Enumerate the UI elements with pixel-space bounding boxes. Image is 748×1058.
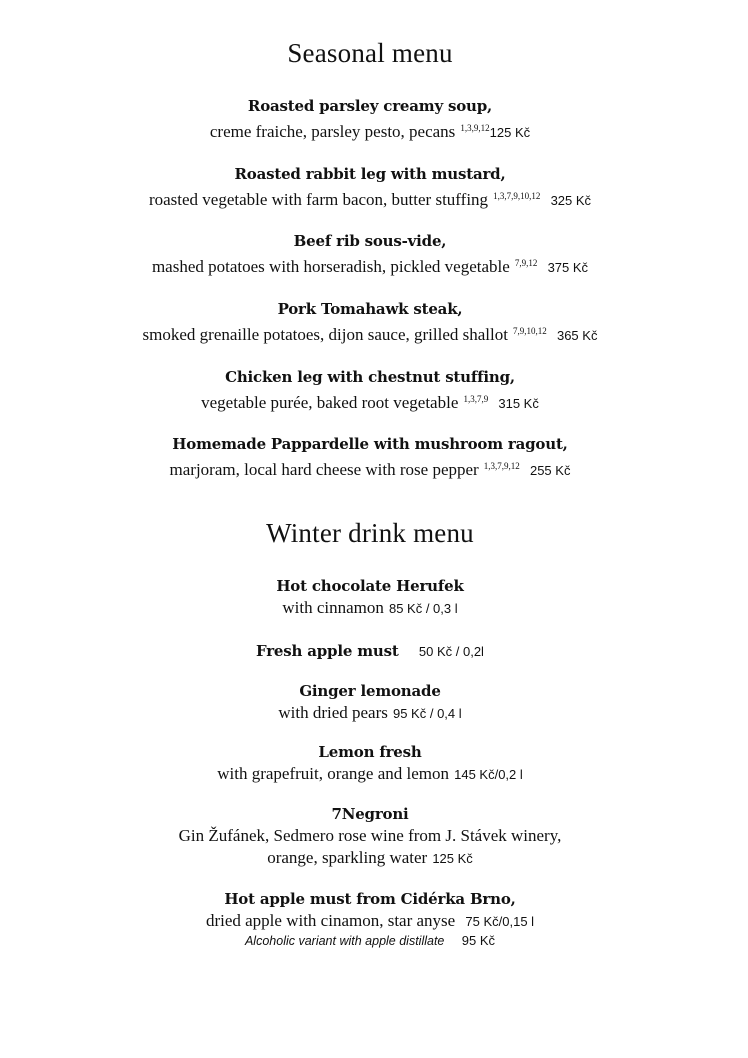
menu-item [0,163,740,212]
allergen-codes: 7,9,10,12 [513,326,547,336]
allergen-codes: 1,3,9,12 [460,123,490,133]
drink-description: orange, sparkling water [267,848,428,867]
drink-name: Lemon fresh [318,743,422,761]
dish-description: creme fraiche, parsley pesto, pecans [209,122,456,141]
menu-item [0,433,740,482]
drink-description: with dried pears [278,703,388,722]
drink-name: Ginger lemonade [299,682,441,700]
drink-description: dried apple with cinamon, star anyse [205,911,456,930]
drink-description: with grapefruit, orange and lemon [217,764,450,783]
dish-description: smoked grenaille potatoes, dijon sauce, grilled shallot [142,325,508,344]
drink-name: 7Negroni [331,805,409,823]
dish-price: 375 Kč [547,260,589,275]
dish-price: 365 Kč [556,328,598,343]
alcoholic-variant-price: 95 Kč [461,933,496,948]
drink-item [0,640,740,663]
allergen-codes: 1,3,7,9 [463,394,489,404]
dish-price: 125 Kč [489,125,531,140]
allergen-codes: 1,3,7,9,10,12 [493,191,541,201]
menu-item [0,366,740,415]
dish-price: 325 Kč [550,193,592,208]
drink-item [0,803,740,870]
winter-drink-menu-title: Winter drink menu [266,518,474,548]
dish-name: Pork Tomahawk steak, [277,300,463,318]
drink-name: Hot apple must from Cidérka Brno, [224,890,516,908]
drink-item [0,680,740,725]
dish-description: roasted vegetable with farm bacon, butter stuffing [148,190,489,209]
drink-price: 85 Kč / 0,3 l [388,601,458,616]
menu-item [0,95,740,144]
drink-name: Hot chocolate Herufek [276,577,464,595]
drink-item [0,888,740,949]
drink-description-line: Gin Žufánek, Sedmero rose wine from J. Stávek winery, [178,826,562,845]
dish-name: Homemade Pappardelle with mushroom ragout, [172,435,568,453]
dish-name: Roasted rabbit leg with mustard, [234,165,506,183]
drink-description: with cinnamon [282,598,384,617]
allergen-codes: 7,9,12 [514,258,538,268]
menu-item [0,230,740,279]
dish-name: Chicken leg with chestnut stuffing, [225,368,515,386]
drink-price: 75 Kč/0,15 l [465,914,535,929]
dish-description: marjoram, local hard cheese with rose pepper [169,460,479,479]
dish-price: 255 Kč [529,463,571,478]
dish-price: 315 Kč [498,396,539,411]
drink-price: 50 Kč / 0,2l [418,644,484,659]
dish-description: mashed potatoes with horseradish, pickled vegetable [151,257,510,276]
drink-price: 125 Kč [432,851,473,866]
drink-item [0,741,740,786]
allergen-codes: 1,3,7,9,12 [483,461,520,471]
dish-description: vegetable purée, baked root vegetable [201,393,459,412]
menu-item [0,298,740,347]
drink-name: Fresh apple must [256,642,399,660]
drink-price: 95 Kč / 0,4 l [392,706,462,721]
dish-name: Beef rib sous-vide, [293,232,447,250]
seasonal-menu-title: Seasonal menu [287,38,453,68]
drink-price: 145 Kč/0,2 l [454,767,523,782]
dish-name: Roasted parsley creamy soup, [247,97,493,115]
alcoholic-variant-note: Alcoholic variant with apple distillate [244,934,445,948]
drink-item [0,575,740,620]
